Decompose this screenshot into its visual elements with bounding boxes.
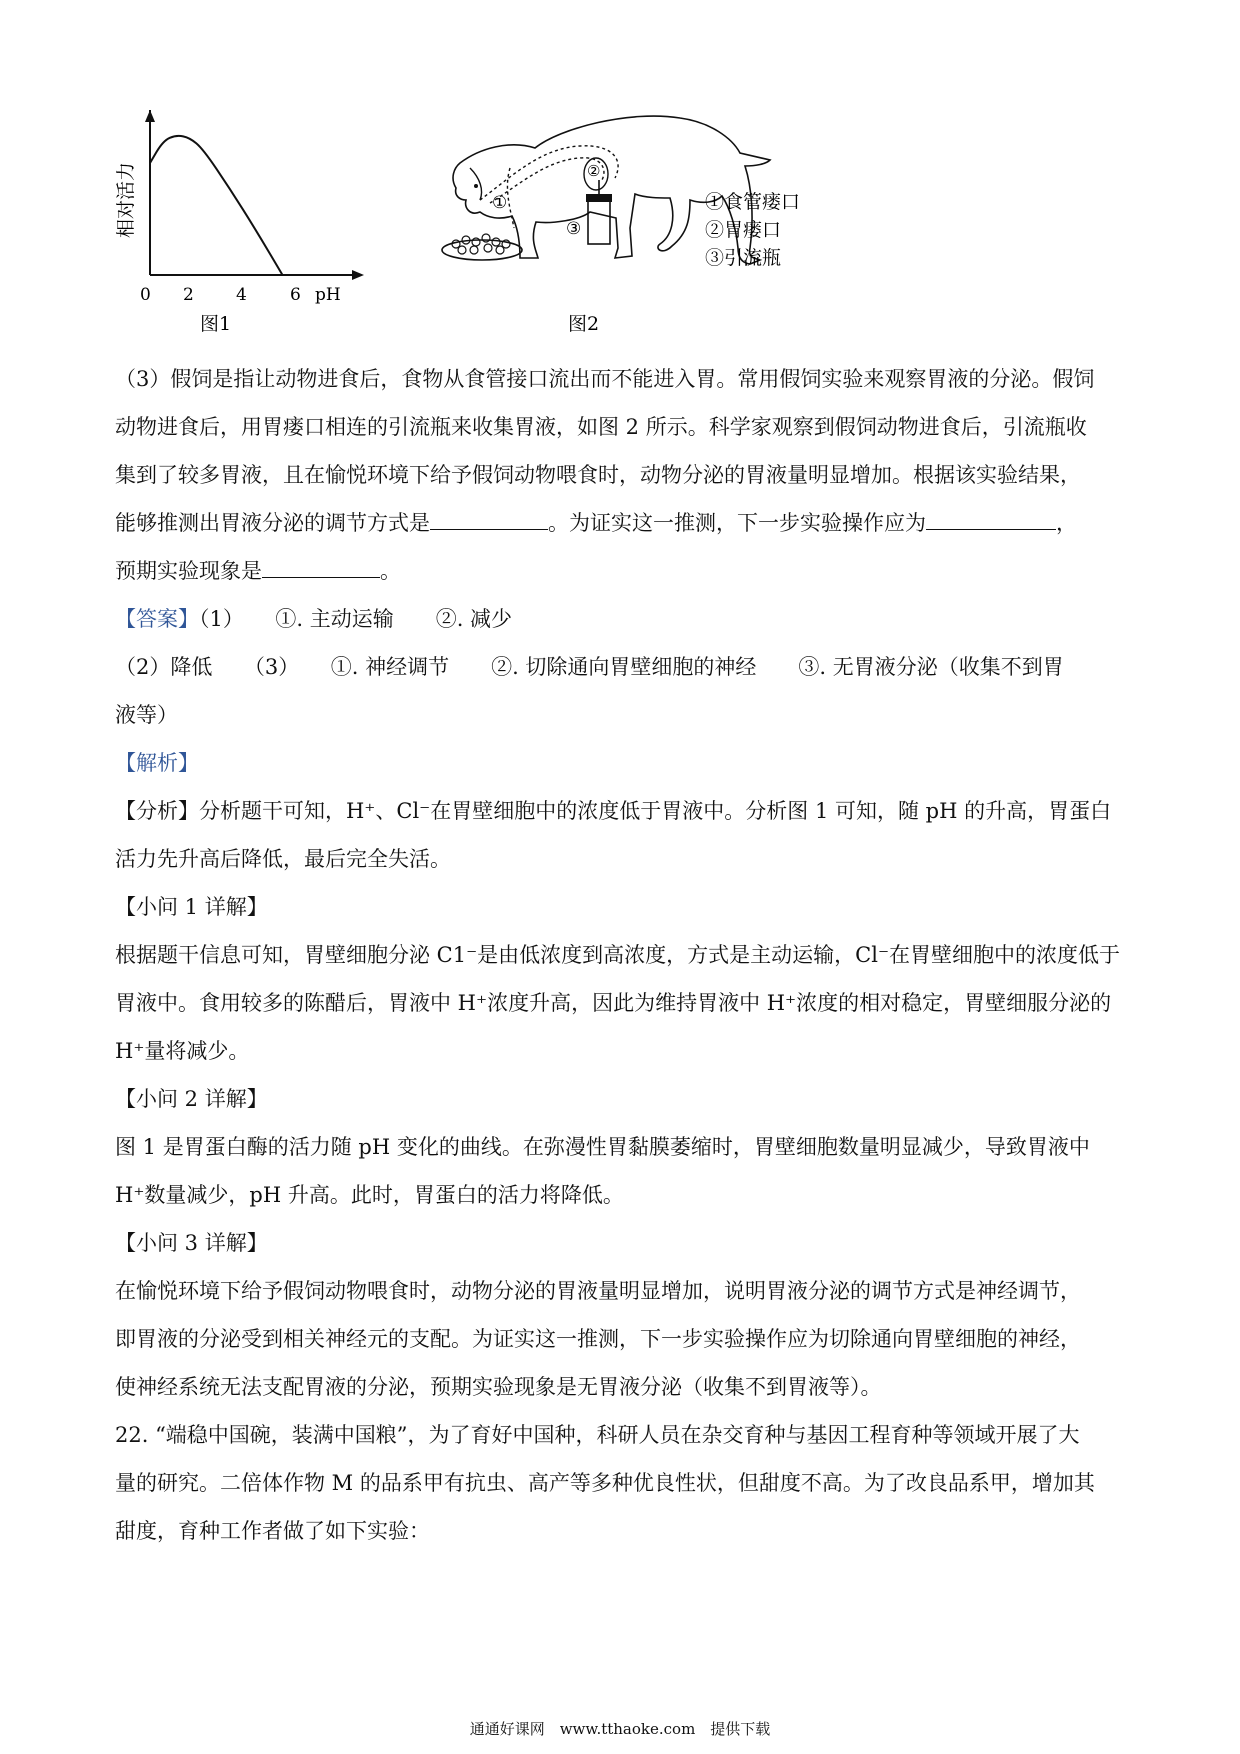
analysis-line-1: 【分析】分析题干可知，H⁺、Cl⁻在胃壁细胞中的浓度低于胃液中。分析图 1 可知，随 pH 的升高，胃蛋白 [115,799,1112,823]
marker-gastric-fistula: ② [587,162,601,180]
figure-1-chart [110,110,390,340]
question-3 [115,355,1125,1555]
x-tick-2: 2 [183,285,194,305]
y-axis-label: 相对活力 [115,161,137,239]
detail-2-line-1: 图 1 是胃蛋白酶的活力随 pH 变化的曲线。在弥漫性胃黏膜萎缩时，胃壁细胞数量明显减少，导致胃液中 [115,1135,1090,1159]
y-axis-arrow [145,110,155,122]
sub-question-1-heading: 【小问 1 详解】 [115,895,268,919]
question-22-line-1: 22. “端稳中国碗，装满中国粮”，为了育好中国种，科研人员在杂交育种与基因工程育种等领域开展了大 [115,1423,1080,1447]
answer-blank-1[interactable] [430,501,548,530]
sub-question-3-heading: 【小问 3 详解】 [115,1231,268,1255]
detail-3-line-2: 即胃液的分泌受到相关神经元的支配。为证实这一推测，下一步实验操作应为切除通向胃壁细胞的神经， [115,1327,1081,1351]
x-tick-6: 6 [290,285,301,305]
answer-line-3: 液等） [115,703,178,727]
page-footer: 通通好课网 www.tthaoke.com 提供下载 [469,1720,771,1738]
question-3-text-c: ， [1056,511,1077,535]
answer-blank-3[interactable] [262,549,380,578]
x-tick-0: 0 [140,285,151,305]
detail-3-line-1: 在愉悦环境下给予假饲动物喂食时，动物分泌的胃液量明显增加，说明胃液分泌的调节方式是神经调节， [115,1279,1081,1303]
question-3-line-1: （3）假饲是指让动物进食后，食物从食管接口流出而不能进入胃。常用假饲实验来观察胃液的分泌。假饲 [115,367,1095,391]
detail-1-line-1: 根据题干信息可知，胃壁细胞分泌 C1⁻是由低浓度到高浓度，方式是主动运输，Cl⁻在胃壁细胞中的浓度低于 [115,943,1121,967]
figure-2-caption: 图2 [568,313,600,335]
detail-1-line-2: 胃液中。食用较多的陈醋后，胃液中 H⁺浓度升高，因此为维持胃液中 H⁺浓度的相对稳定，胃壁细服分泌的 [115,991,1112,1015]
question-3-line-2: 动物进食后，用胃瘘口相连的引流瓶来收集胃液，如图 2 所示。科学家观察到假饲动物进食后，引流瓶收 [115,415,1087,439]
x-axis-label: pH [315,285,341,305]
question-3-line-3: 集到了较多胃液，且在愉悦环境下给予假饲动物喂食时，动物分泌的胃液量明显增加。根据该实验结果， [115,463,1081,487]
drain-bottle-cap [586,194,612,202]
question-3-line-4 [115,499,1125,547]
food-pellets [452,234,510,254]
legend-esophageal-fistula: ①食管瘘口 [705,191,801,213]
figure-2-diagram [440,108,880,340]
analysis-line-2: 活力先升高后降低，最后完全失活。 [115,847,451,871]
x-axis-arrow [352,270,364,280]
marker-esophageal-fistula: ① [492,193,508,213]
question-3-text-b: 。为证实这一推测，下一步实验操作应为 [548,511,926,535]
answer-line-1 [115,595,1125,643]
question-22-line-3: 甜度，育种工作者做了如下实验： [115,1519,430,1543]
x-tick-4: 4 [236,285,247,305]
dog-eye [474,184,478,188]
legend-gastric-fistula: ②胃瘘口 [705,219,782,241]
question-3-text-e: 。 [380,559,401,583]
marker-drain-bottle: ③ [566,219,582,239]
answer-blank-2[interactable] [926,501,1056,530]
detail-1-line-3: H⁺量将减少。 [115,1039,250,1063]
question-3-text-a: 能够推测出胃液分泌的调节方式是 [115,511,430,535]
drain-bottle [588,200,610,244]
answer-label: 【答案】 [115,607,199,631]
question-3-line-5 [115,547,1125,595]
legend-drain-bottle: ③引流瓶 [705,247,782,269]
activity-curve [150,136,283,275]
detail-3-line-3: 使神经系统无法支配胃液的分泌，预期实验现象是无胃液分泌（收集不到胃液等）。 [115,1375,882,1399]
sub-question-2-heading: 【小问 2 详解】 [115,1087,268,1111]
answer-line-2: （2）降低 （3） ①. 神经调节 ②. 切除通向胃壁细胞的神经 ③. 无胃液分泌（收集不到胃 [115,655,1064,679]
dog-ear [470,168,482,200]
analysis-label: 【解析】 [115,751,199,775]
figure-1-caption: 图1 [200,313,232,335]
question-3-text-d: 预期实验现象是 [115,559,262,583]
question-22-line-2: 量的研究。二倍体作物 M 的品系甲有抗虫、高产等多种优良性状，但甜度不高。为了改良品系甲，增加其 [115,1471,1095,1495]
answer-part-1: （1） ①. 主动运输 ②. 减少 [199,607,513,631]
detail-2-line-2: H⁺数量减少，pH 升高。此时，胃蛋白的活力将降低。 [115,1183,624,1207]
